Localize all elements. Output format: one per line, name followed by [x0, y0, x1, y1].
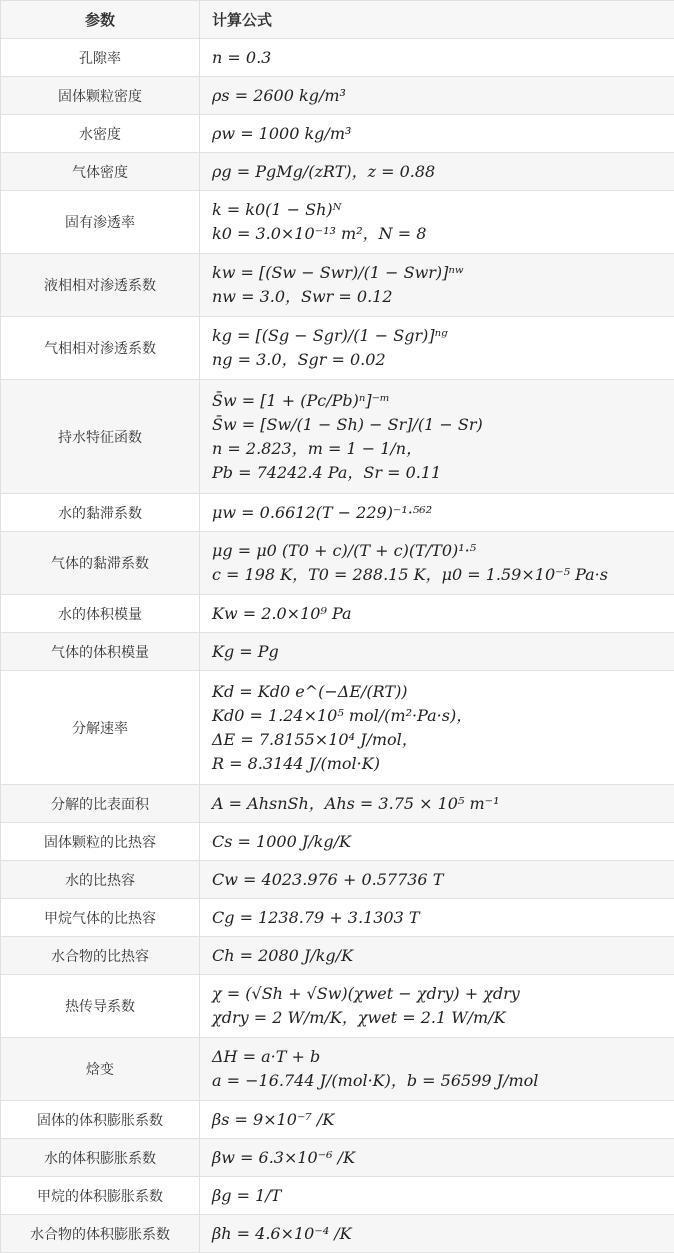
formula-line: ΔE = 7.8155×10⁴ J/mol，	[212, 728, 662, 752]
formula-line: ΔH = a·T + b	[212, 1045, 662, 1069]
table-row	[1, 39, 674, 77]
formula-line: kg = [(Sg − Sgr)/(1 − Sgr)]ⁿᵍ	[212, 324, 662, 348]
formula-cell	[200, 861, 674, 899]
table-row	[1, 671, 674, 785]
header-formula: 计算公式	[200, 1, 674, 39]
formula-line: ρg = PgMg/(zRT)，z = 0.88	[212, 160, 662, 184]
formula-cell	[200, 153, 674, 191]
formula-line: βg = 1/T	[212, 1184, 662, 1208]
parameter-name: 孔隙率	[1, 39, 200, 77]
formula-line: Kg = Pg	[212, 640, 662, 664]
formula-line: βw = 6.3×10⁻⁶ /K	[212, 1146, 662, 1170]
parameter-name: 焓变	[1, 1038, 200, 1101]
table-row	[1, 1177, 674, 1215]
formula-cell	[200, 633, 674, 671]
formula-cell	[200, 975, 674, 1038]
formula-line: Kd0 = 1.24×10⁵ mol/(m²·Pa·s)，	[212, 704, 662, 728]
formula-line: ng = 3.0，Sgr = 0.02	[212, 348, 662, 372]
table-row	[1, 633, 674, 671]
parameter-name: 水的体积模量	[1, 595, 200, 633]
parameter-name: 液相相对渗透系数	[1, 254, 200, 317]
formula-cell	[200, 115, 674, 153]
parameter-name: 分解的比表面积	[1, 785, 200, 823]
formula-cell	[200, 823, 674, 861]
formula-line: Ch = 2080 J/kg/K	[212, 944, 662, 968]
table-row	[1, 595, 674, 633]
parameter-name: 水的黏滞系数	[1, 494, 200, 532]
table-row	[1, 380, 674, 494]
formula-line: S̄w = [1 + (Pc/Pb)ⁿ]⁻ᵐ	[212, 389, 662, 413]
table-row	[1, 1038, 674, 1101]
parameter-name: 水的体积膨胀系数	[1, 1139, 200, 1177]
formula-line: Kd = Kd0 e^(−ΔE/(RT))	[212, 680, 662, 704]
header-parameter: 参数	[1, 1, 200, 39]
formula-cell	[200, 785, 674, 823]
table-row	[1, 937, 674, 975]
table-row	[1, 532, 674, 595]
table-row	[1, 1215, 674, 1253]
formula-line: nw = 3.0，Swr = 0.12	[212, 285, 662, 309]
formula-line: R = 8.3144 J/(mol·K)	[212, 752, 662, 776]
parameter-name: 气体密度	[1, 153, 200, 191]
formula-line: βh = 4.6×10⁻⁴ /K	[212, 1222, 662, 1246]
parameter-name: 热传导系数	[1, 975, 200, 1038]
formula-cell	[200, 254, 674, 317]
formula-cell	[200, 1177, 674, 1215]
formula-cell	[200, 380, 674, 494]
table-row	[1, 899, 674, 937]
formula-line: n = 2.823，m = 1 − 1/n，	[212, 437, 662, 461]
parameter-name: 持水特征函数	[1, 380, 200, 494]
parameter-name: 固体颗粒密度	[1, 77, 200, 115]
parameter-name: 水合物的比热容	[1, 937, 200, 975]
formula-line: μg = μ0 (T0 + c)/(T + c)(T/T0)¹·⁵	[212, 539, 662, 563]
parameter-name: 气相相对渗透系数	[1, 317, 200, 380]
formula-line: S̄w = [Sw/(1 − Sh) − Sr]/(1 − Sr)	[212, 413, 662, 437]
formula-cell	[200, 937, 674, 975]
formula-line: βs = 9×10⁻⁷ /K	[212, 1108, 662, 1132]
parameter-name: 分解速率	[1, 671, 200, 785]
table-row	[1, 975, 674, 1038]
formula-line: Cg = 1238.79 + 3.1303 T	[212, 906, 662, 930]
formula-cell	[200, 532, 674, 595]
table-row	[1, 77, 674, 115]
formula-cell	[200, 191, 674, 254]
table-row	[1, 1101, 674, 1139]
table-row	[1, 823, 674, 861]
table-row	[1, 254, 674, 317]
parameter-name: 水密度	[1, 115, 200, 153]
table-row	[1, 317, 674, 380]
parameter-name: 固体的体积膨胀系数	[1, 1101, 200, 1139]
table-row	[1, 191, 674, 254]
table-row	[1, 1139, 674, 1177]
table-row	[1, 153, 674, 191]
formula-line: n = 0.3	[212, 46, 662, 70]
parameter-name: 水合物的体积膨胀系数	[1, 1215, 200, 1253]
formula-line: A = AhsnSh，Ahs = 3.75 × 10⁵ m⁻¹	[212, 792, 662, 816]
formula-line: Cw = 4023.976 + 0.57736 T	[212, 868, 662, 892]
parameter-name: 气体的黏滞系数	[1, 532, 200, 595]
table-row	[1, 785, 674, 823]
table-row	[1, 494, 674, 532]
formula-line: ρs = 2600 kg/m³	[212, 84, 662, 108]
formula-cell	[200, 39, 674, 77]
formula-cell	[200, 317, 674, 380]
parameter-name: 固体颗粒的比热容	[1, 823, 200, 861]
parameter-name: 甲烷的体积膨胀系数	[1, 1177, 200, 1215]
formula-line: ρw = 1000 kg/m³	[212, 122, 662, 146]
parameter-name: 甲烷气体的比热容	[1, 899, 200, 937]
formula-cell	[200, 1038, 674, 1101]
formula-line: k0 = 3.0×10⁻¹³ m²，N = 8	[212, 222, 662, 246]
formula-line: Cs = 1000 J/kg/K	[212, 830, 662, 854]
formula-cell	[200, 1101, 674, 1139]
formula-line: kw = [(Sw − Swr)/(1 − Swr)]ⁿʷ	[212, 261, 662, 285]
formula-cell	[200, 595, 674, 633]
formula-line: c = 198 K，T0 = 288.15 K，μ0 = 1.59×10⁻⁵ Pa·s	[212, 563, 662, 587]
formula-cell	[200, 77, 674, 115]
formula-line: χ = (√Sh + √Sw)(χwet − χdry) + χdry	[212, 982, 662, 1006]
table-row	[1, 115, 674, 153]
parameter-name: 气体的体积模量	[1, 633, 200, 671]
formula-cell	[200, 899, 674, 937]
formula-line: Pb = 74242.4 Pa，Sr = 0.11	[212, 461, 662, 485]
formula-line: μw = 0.6612(T − 229)⁻¹·⁵⁶²	[212, 501, 662, 525]
formula-cell	[200, 1215, 674, 1253]
parameter-name: 固有渗透率	[1, 191, 200, 254]
formula-line: Kw = 2.0×10⁹ Pa	[212, 602, 662, 626]
formula-line: χdry = 2 W/m/K，χwet = 2.1 W/m/K	[212, 1006, 662, 1030]
formula-cell	[200, 1139, 674, 1177]
header-row	[1, 1, 674, 39]
formula-cell	[200, 494, 674, 532]
formula-line: a = −16.744 J/(mol·K)，b = 56599 J/mol	[212, 1069, 662, 1093]
table-row	[1, 861, 674, 899]
formula-line: k = k0(1 − Sh)ᴺ	[212, 198, 662, 222]
formula-cell	[200, 671, 674, 785]
parameter-name: 水的比热容	[1, 861, 200, 899]
